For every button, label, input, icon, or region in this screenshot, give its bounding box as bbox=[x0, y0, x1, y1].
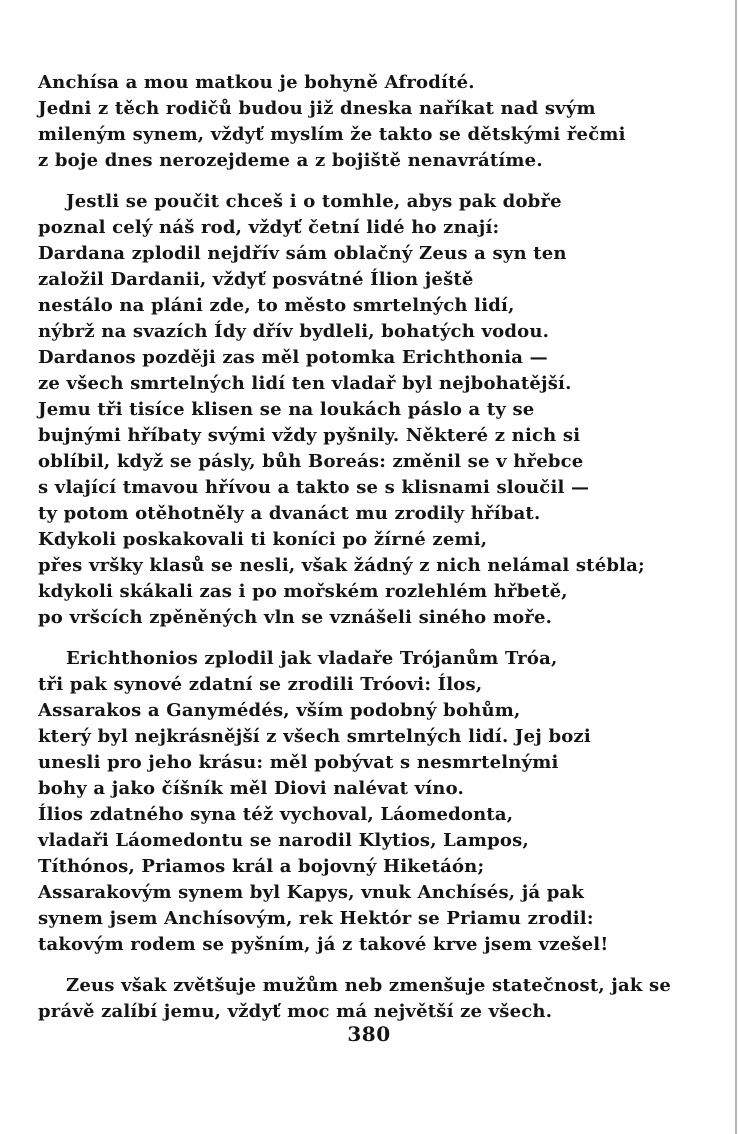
stanza bbox=[38, 70, 710, 174]
poem-line: Anchísa a mou matkou je bohyně Afrodíté. bbox=[38, 72, 475, 93]
poem-line: Títhónos, Priamos král a bojovný Hiketáón; bbox=[38, 856, 485, 877]
poem-line: vladaři Láomedontu se narodil Klytios, Lampos, bbox=[38, 830, 529, 851]
poem-line: z boje dnes nerozejdeme a z bojiště nenavrátíme. bbox=[38, 150, 543, 171]
poem-line: Assarakovým synem byl Kapys, vnuk Anchísés, já pak bbox=[38, 882, 585, 903]
poem-line: synem jsem Anchísovým, rek Hektór se Priamu zrodil: bbox=[38, 908, 594, 929]
poem-line: Dardanos později zas měl potomka Erichthonia — bbox=[38, 347, 548, 368]
poem-line: Ílios zdatného syna též vychoval, Láomedonta, bbox=[38, 804, 514, 825]
poem-line: Jedni z těch rodičů budou již dneska naříkat nad svým bbox=[38, 98, 596, 119]
poem-line: Dardana zplodil nejdřív sám oblačný Zeus a syn ten bbox=[38, 243, 567, 264]
poem-line: přes vršky klasů se nesli, však žádný z nich nelámal stébla; bbox=[38, 555, 645, 576]
poem-line: kdykoli skákali zas i po mořském rozlehlém hřbetě, bbox=[38, 581, 568, 602]
poem-line: Kdykoli poskakovali ti koníci po žírné zemi, bbox=[38, 529, 488, 550]
stanza bbox=[38, 973, 710, 1025]
poem-line: takovým rodem se pyšním, já z takové krve jsem vzešel! bbox=[38, 934, 609, 955]
poem-line: Assarakos a Ganymédés, vším podobný bohům, bbox=[38, 700, 521, 721]
poem-line: bohy a jako číšník měl Diovi nalévat víno. bbox=[38, 778, 464, 799]
poem-line: s vlající tmavou hřívou a takto se s klisnami sloučil — bbox=[38, 477, 590, 498]
scan-edge bbox=[735, 0, 737, 1134]
poem-line: Zeus však zvětšuje mužům neb zmenšuje statečnost, jak se bbox=[66, 975, 671, 996]
page-number: 380 bbox=[347, 1022, 391, 1046]
poem-line: mileným synem, vždyť myslím že takto se dětskými řečmi bbox=[38, 124, 626, 145]
poem-line: ty potom otěhotněly a dvanáct mu zrodily hříbat. bbox=[38, 503, 541, 524]
poem-line: unesli pro jeho krásu: měl pobývat s nesmrtelnými bbox=[38, 752, 559, 773]
stanza bbox=[38, 189, 710, 631]
poem-line: po vršcích zpěněných vln se vznášeli siného moře. bbox=[38, 607, 553, 628]
poem-line: Jestli se poučit chceš i o tomhle, abys pak dobře bbox=[66, 191, 562, 212]
poem-line: založil Dardanii, vždyť posvátné Ílion ještě bbox=[38, 269, 474, 290]
poem-line: Erichthonios zplodil jak vladaře Trójanům Tróa, bbox=[66, 648, 558, 669]
poem-line: poznal celý náš rod, vždyť četní lidé ho znají: bbox=[38, 217, 500, 238]
poem-line: nestálo na pláni zde, to město smrtelných lidí, bbox=[38, 295, 515, 316]
poem-line: právě zalíbí jemu, vždyť moc má největší ze všech. bbox=[38, 1001, 553, 1022]
poem-line: oblíbil, když se pásly, bůh Boreás: změnil se v hřebce bbox=[38, 451, 584, 472]
poem-line: nýbrž na svazích Ídy dřív bydleli, bohatých vodou. bbox=[38, 321, 550, 342]
poem-text bbox=[38, 70, 710, 1040]
poem-line: tři pak synové zdatní se zrodili Tróovi: Ílos, bbox=[38, 674, 483, 695]
stanza bbox=[38, 646, 710, 958]
poem-line: ze všech smrtelných lidí ten vladař byl nejbohatější. bbox=[38, 373, 572, 394]
poem-line: který byl nejkrásnější z všech smrtelných lidí. Jej bozi bbox=[38, 726, 591, 747]
poem-line: bujnými hříbaty svými vždy pyšnily. Některé z nich si bbox=[38, 425, 581, 446]
poem-line: Jemu tři tisíce klisen se na loukách páslo a ty se bbox=[38, 399, 535, 420]
